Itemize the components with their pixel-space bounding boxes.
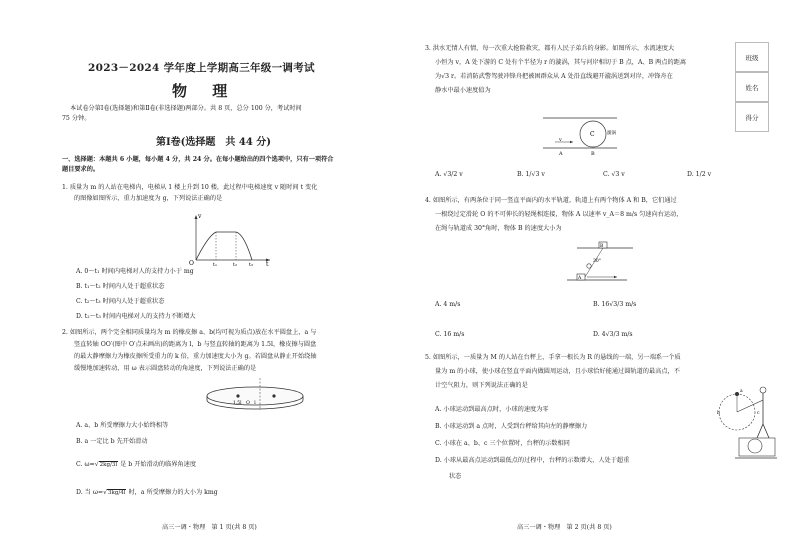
q5-option-c: C. 小球在 a、b、c 三个位置时，台秤的示数相同	[435, 440, 570, 447]
q4-pulley-figure	[537, 240, 637, 290]
q2-stem-2: 竖直转轴 OO′(图中 O′点未画出)的距离为 l，b 与竖直转轴的距离为 1.5l，橡皮擦与圆盘	[74, 341, 317, 348]
part1-heading-1: 一、选择题：本题共 6 小题，每小题 4 分，共 24 分。在每小题给出的四个选项中，只有一项符合	[62, 156, 334, 163]
q1-fig-t2: t₂	[233, 262, 238, 266]
svg-text:v: v	[559, 137, 562, 143]
q1-fig-t: t	[266, 261, 269, 266]
q5-stem-1: 5. 如图所示，一质量为 M 的人站在台秤上，手拿一根长为 R 的悬线的一端，另一端系一个质	[425, 354, 681, 361]
q3-stem-3: 为√3 r。若消防武警驾驶冲锋舟把被困群众从 A 处沿直线避开漩涡送到对岸，冲锋舟在	[435, 73, 673, 80]
q4-option-d: D. 4√3/3 m/s	[593, 331, 633, 338]
part1-heading-2: 题目要求的。	[62, 166, 100, 173]
q3-option-b: B. 1/√3 v	[517, 171, 545, 178]
q3-option-c: C. √3 v	[603, 171, 625, 178]
q4-stem-1: 4. 如图所示，有两条位于同一竖直平面内的水平轨道，轨道上有两个物体 A 和 B，它们通过	[425, 197, 677, 204]
q2-stem-1: 2. 如图所示，两个完全相同质量均为 m 的橡皮擦 a、b(均可视为质点)放在水平圆盘上，a 与	[62, 329, 317, 336]
q3-stem-1: 3. 洪水无情人有情，每一次重大抢险救灾，都有人民子弟兵的身影。如图所示，水流速度大	[425, 45, 675, 52]
q1-option-d: D. t₂～t₃ 时间内电梯对人的支持力不断增大	[76, 313, 196, 320]
q3-option-a: A. √3/2 v	[435, 171, 463, 178]
q4-option-a: A. 4 m/s	[435, 301, 461, 308]
q2-option-d: D. 当 ω=√3kg/4l 时，a 所受摩擦力的大小为 kmg	[76, 489, 218, 496]
exam-title: 2023－2024 学年度上学期高三年级一调考试	[88, 62, 315, 74]
intro-line-1: 本试卷分第Ⅰ卷(选择题)和第Ⅱ卷(非选择题)两部分。共 8 页，总分 100 分，考试时间	[70, 105, 302, 112]
intro-line-2: 75 分钟。	[62, 115, 91, 122]
q4-option-b: B. 16√3/3 m/s	[593, 301, 637, 308]
q2-fig-label: 1.5l O l	[233, 401, 256, 406]
q5-option-b: B. 小球运动到 a 点时，人受到台秤给其向左的静摩擦力	[435, 423, 588, 430]
left-footer: 高三一调・物理 第 1 页(共 8 页)	[162, 524, 257, 531]
name-box: 姓名	[735, 72, 769, 102]
svg-text:A: A	[559, 151, 563, 157]
q4-fig-angle: 30°	[593, 259, 601, 264]
svg-text:b: b	[717, 411, 720, 416]
svg-text:c: c	[757, 411, 760, 416]
q1-option-b: B. t₁～t₂ 时间内人处于超重状态	[76, 283, 165, 290]
class-box: 班级	[735, 42, 769, 72]
q1-option-c: C. t₂～t₃ 时间内人处于超重状态	[76, 298, 165, 305]
q2-option-c-prefix: C. ω=	[76, 461, 95, 468]
q2-disk-figure	[200, 376, 310, 412]
q3-option-d: D. 1/2 v	[687, 171, 712, 178]
svg-text:C: C	[590, 131, 595, 138]
q4-stem-3: 在绳与轨道成 30°角时，物体 B 的速度大小为	[435, 225, 562, 232]
svg-text:a: a	[740, 389, 743, 394]
q5-stem-2: 量为 m 的小球，使小球在竖直平面内做圆周运动，且小球恰好能通过圆轨道的最高点，不	[435, 368, 680, 375]
q2-option-b: B. a 一定比 b 先开始滑动	[76, 438, 148, 445]
svg-text:B: B	[600, 244, 604, 249]
q1-fig-o: O	[189, 260, 194, 266]
q1-vt-graph	[178, 210, 278, 266]
q1-stem-2: 的图像如图所示，重力加速度为 g，下列说法正确的是	[74, 195, 223, 202]
q2-option-d-prefix: D. 当 ω=	[76, 489, 104, 496]
q4-option-c: C. 16 m/s	[435, 331, 465, 338]
q2-option-a: A. a、b 所受摩擦力大小始终相等	[76, 422, 169, 429]
q1-option-a: A. 0～t₁ 时间内电梯对人的支持力小于 mg	[76, 268, 194, 275]
q3-stem-2: 小恒为 v，A 处下游的 C 处有个半径为 r 的漩涡，其与河岸相切于 B 点，A、B 两点的距离	[435, 59, 687, 66]
q5-option-d-1: D. 小球从最高点运动到最低点的过程中，台秤的示数增大，人处于超重	[435, 457, 630, 464]
svg-text:A: A	[578, 276, 582, 281]
q3-fig-label: 漩涡	[607, 131, 616, 136]
q1-fig-v: v	[198, 213, 202, 220]
q1-stem-1: 1. 质量为 m 的人站在电梯内，电梯从 1 楼上升到 10 楼，此过程中电梯速度 v 随时间 t 变化	[62, 184, 318, 191]
q2-stem-3: 的最大静摩擦力为橡皮擦所受重力的 k 倍，重力加速度大小为 g。若圆盘从静止开始绕轴	[74, 353, 317, 360]
q2-option-c-radicand: 2kg/3l	[99, 462, 118, 468]
svg-text:B: B	[591, 151, 595, 157]
q2-option-d-radicand: 3kg/4l	[108, 490, 126, 496]
section-title: 第Ⅰ卷(选择题 共 44 分)	[156, 137, 272, 148]
q2-option-d-suffix: 时，a 所受摩擦力的大小为 kmg	[128, 489, 218, 496]
q1-fig-t1: t₁	[213, 262, 218, 266]
q2-option-c-suffix: 是 b 开始滑动的临界角速度	[120, 461, 197, 468]
q2-option-c: C. ω=√2kg/3l 是 b 开始滑动的临界角速度	[76, 461, 197, 468]
q4-stem-2: 一根绕过定滑轮 O 的不可伸长的轻绳相连接，物体 A 以速率 v_A＝8 m/s 匀速向右运动，	[435, 211, 683, 218]
q3-stem-4: 静水中最小速度值为	[435, 87, 491, 94]
q5-option-d-2: 状态	[449, 473, 462, 480]
subject-title: 物 理	[172, 82, 238, 100]
q5-stem-3: 计空气阻力，则下列说法正确的是	[435, 382, 528, 389]
q3-river-figure	[537, 112, 627, 158]
q5-person-scale-figure	[715, 374, 777, 466]
right-footer: 高三一调・物理 第 2 页(共 8 页)	[517, 524, 612, 531]
score-box: 得分	[735, 102, 769, 132]
q2-stem-4: 缓慢地加速转动，用 ω 表示圆盘转动的角速度，下列说法正确的是	[74, 365, 257, 372]
q1-fig-t3: t₃	[249, 262, 254, 266]
q5-option-a: A. 小球运动到最高点时，小球的速度为零	[435, 406, 549, 413]
